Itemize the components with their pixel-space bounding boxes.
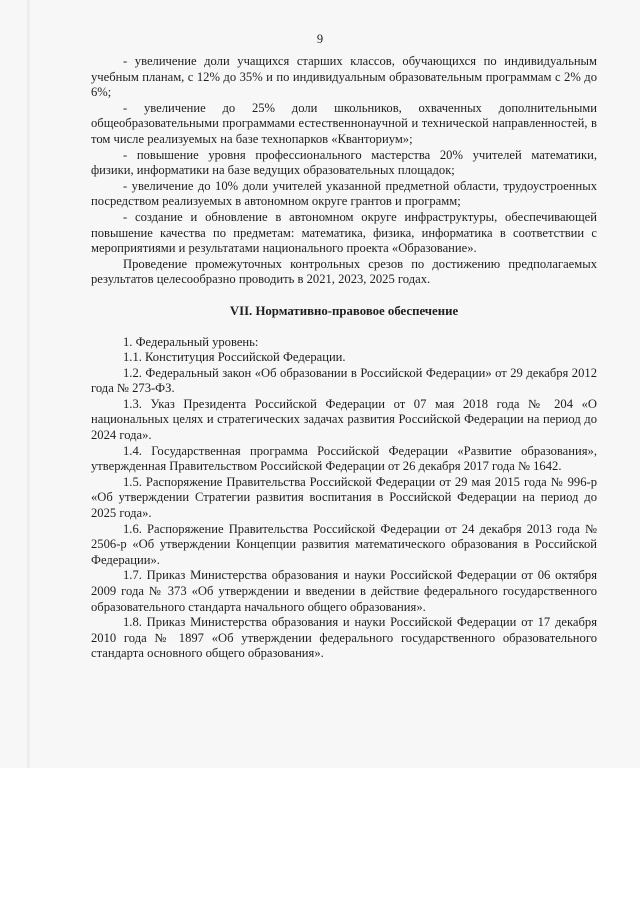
goal-bullet: - увеличение до 25% доли школьников, охваченных дополнительными общеобразовательными программами естественнонаучной и технической направленностей, в том числе реализуемых на базе технопарков «Кванториум»; [91, 100, 597, 146]
goal-bullet: - увеличение до 10% доли учителей указанной предметной области, трудоустроенных посредством реализуемых в автономном округе грантов и программ; [91, 178, 597, 209]
legal-item: 1. Федеральный уровень: [123, 334, 259, 349]
page-body [91, 54, 597, 662]
legal-item: 1.4. Государственная программа Российской Федерации «Развитие образования», утвержденная Правительством Российской Федерации от 26 декабря 2017 года № 1642. [91, 443, 597, 474]
legal-item: 1.2. Федеральный закон «Об образовании в Российской Федерации» от 29 декабря 2012 года № 273-ФЗ. [91, 365, 597, 396]
goal-bullet: - увеличение доли учащихся старших классов, обучающихся по индивидуальным учебным планам, с 12% до 35% и по индивидуальным образовательным программам с 2% до 6%; [91, 54, 597, 100]
page-edge-shadow [27, 0, 31, 768]
page-number: 9 [316, 32, 324, 46]
goal-bullet: - создание и обновление в автономном округе инфраструктуры, обеспечивающей повышение качества по предметам: математика, физика, информатика в соответствии с мероприятиями и результатами национального проекта «Образование». [91, 209, 597, 256]
closing-paragraph: Проведение промежуточных контрольных срезов по достижению предполагаемых результатов целесообразно проводить в 2021, 2023, 2025 годах. [91, 256, 597, 287]
legal-item: 1.8. Приказ Министерства образования и науки Российской Федерации от 17 декабря 2010 года № 1897 «Об утверждении федерального государственного образовательного стандарта основного общего образования». [91, 615, 597, 661]
legal-item: 1.1. Конституция Российской Федерации. [123, 350, 346, 365]
section-heading: VII. Нормативно-правовое обеспечение [229, 303, 459, 318]
legal-item: 1.6. Распоряжение Правительства Российской Федерации от 24 декабря 2013 года № 2506-р «Об утверждении Концепции развития математического образования в Российской Федерации». [91, 521, 597, 567]
legal-item: 1.7. Приказ Министерства образования и науки Российской Федерации от 06 октября 2009 года № 373 «Об утверждении и введении в действие федерального государственного образовательного стандарта начального общего образования». [91, 568, 597, 614]
goal-bullet: - повышение уровня профессионального мастерства 20% учителей математики, физики, информатики на базе ведущих образовательных площадок; [91, 147, 597, 178]
legal-item: 1.5. Распоряжение Правительства Российской Федерации от 29 мая 2015 года № 996-р «Об утверждении Стратегии развития воспитания в Российской Федерации на период до 2025 года». [91, 474, 597, 521]
blank-margin [0, 768, 640, 905]
legal-item: 1.3. Указ Президента Российской Федерации от 07 мая 2018 года № 204 «О национальных целях и стратегических задачах развития Российской Федерации на период до 2024 года». [91, 396, 597, 443]
